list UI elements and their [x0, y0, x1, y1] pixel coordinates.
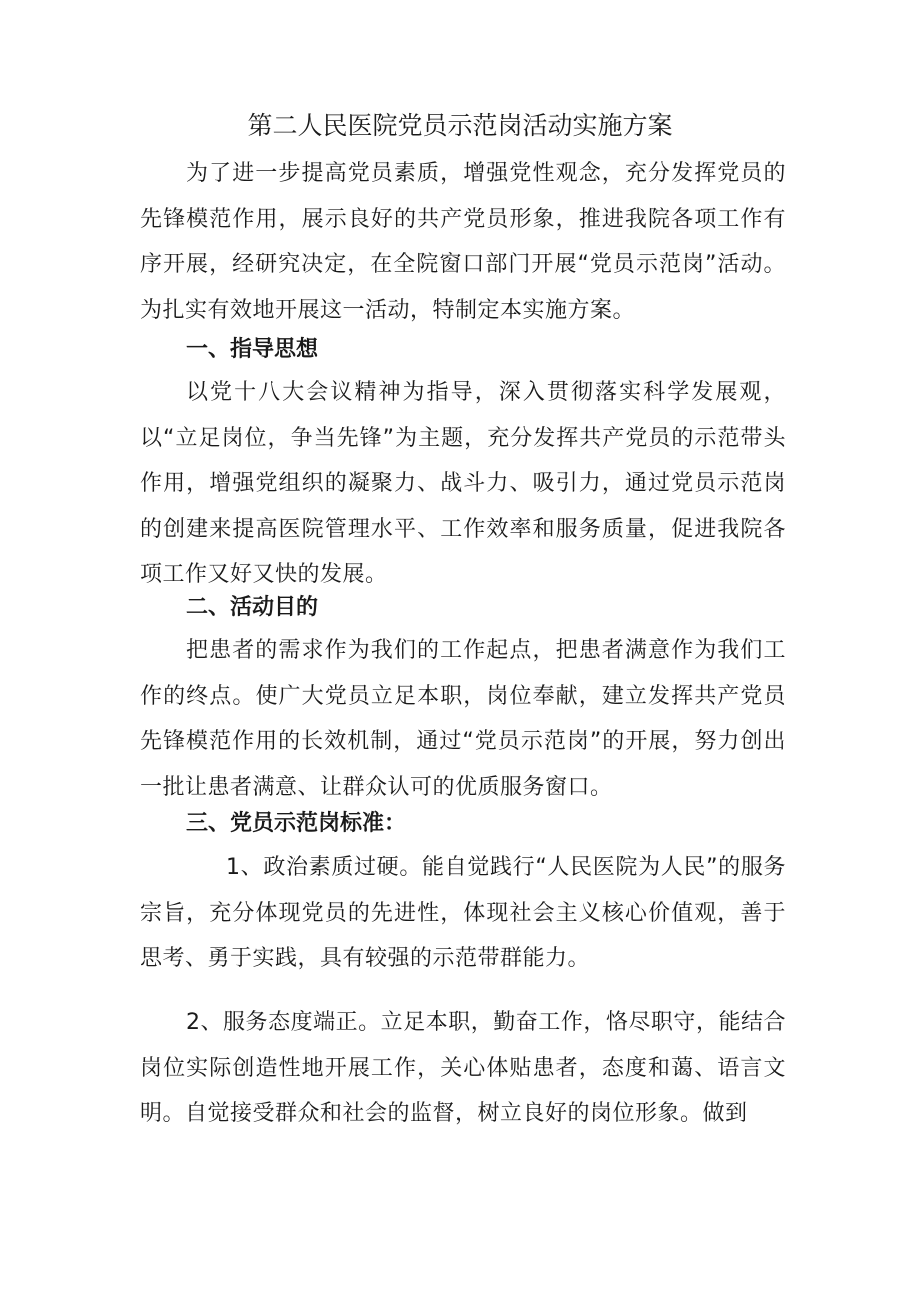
document-title: 第二人民医院党员示范岗活动实施方案 — [247, 111, 673, 140]
intro-paragraph: 为了进一步提高党员素质，增强党性观念，充分发挥党员的先锋模范作用，展示良好的共产党员形象，推进我院各项工作有序开展，经研究决定，在全院窗口部门开展“党员示范岗”活动。为扎实有效地开展这一活动，特制定本实施方案。 — [140, 161, 786, 323]
standard-item-service-attitude: 2、服务态度端正。立足本职，勤奋工作，恪尽职守，能结合岗位实际创造性地开展工作，关心体贴患者，态度和蔼、语言文明。自觉接受群众和社会的监督，树立良好的岗位形象。做到 — [140, 1010, 786, 1126]
section-paragraph-guiding-ideology: 以党十八大会议精神为指导，深入贯彻落实科学发展观，以“立足岗位，争当先锋”为主题，充分发挥共产党员的示范带头作用，增强党组织的凝聚力、战斗力、吸引力，通过党员示范岗的创建来提高医院管理水平、工作效率和服务质量，促进我院各项工作又好又快的发展。 — [140, 380, 786, 587]
section-paragraph-activity-purpose: 把患者的需求作为我们的工作起点，把患者满意作为我们工作的终点。使广大党员立足本职，岗位奉献，建立发挥共产党员先锋模范作用的长效机制，通过“党员示范岗”的开展，努力创出一批让患者满意、让群众认可的优质服务窗口。 — [140, 638, 786, 800]
section-heading-activity-purpose: 二、活动目的 — [186, 595, 319, 620]
standard-item-political-quality: 1、政治素质过硬。能自觉践行“人民医院为人民”的服务宗旨，充分体现党员的先进性，体现社会主义核心价值观，善于思考、勇于实践，具有较强的示范带群能力。 — [140, 855, 786, 971]
section-heading-model-post-standards: 三、党员示范岗标准： — [186, 811, 407, 836]
section-heading-guiding-ideology: 一、指导思想 — [186, 337, 319, 362]
